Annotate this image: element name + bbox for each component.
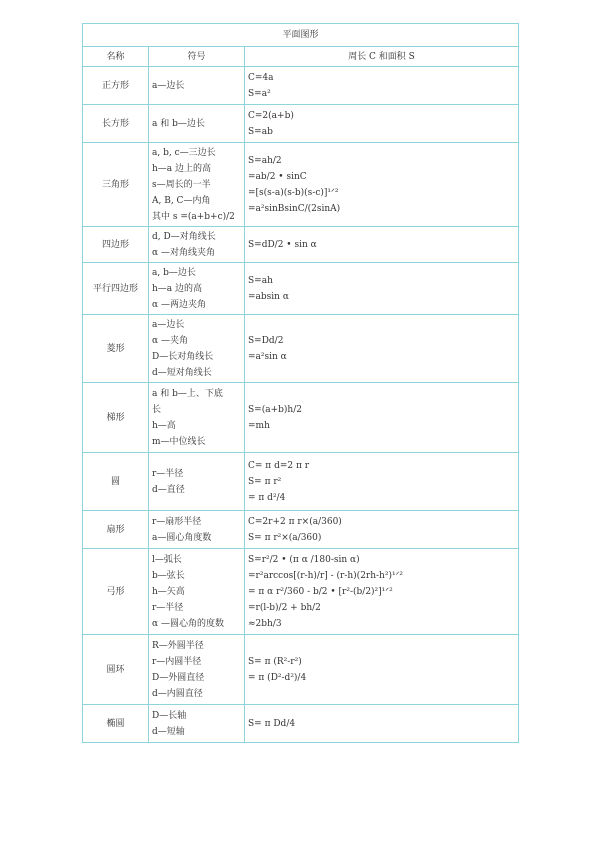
symbol-line: α —两边夹角 [152, 299, 206, 310]
formula-line: =a²sin α [248, 351, 287, 362]
formula-line: S=(a+b)h/2 [248, 404, 302, 415]
symbol-line: D—长轴 [152, 710, 187, 721]
shape-name: 圆 [83, 453, 149, 511]
symbol-cell [149, 635, 245, 705]
table-title: 平面图形 [83, 24, 519, 47]
formula-line: S= π r²×(a/360) [248, 532, 322, 543]
symbol-line: d—内圆直径 [152, 688, 203, 699]
formula-line: =r(l-b)/2 + bh/2 [248, 602, 321, 613]
symbol-line: d—短对角线长 [152, 367, 212, 378]
table-row [83, 453, 519, 511]
symbol-line: 长 [152, 404, 162, 415]
formula-line: S=ah [248, 275, 273, 286]
table-row [83, 511, 519, 549]
table-row [83, 549, 519, 635]
symbol-line: a—边长 [152, 319, 185, 330]
symbol-line: α —圆心角的度数 [152, 618, 224, 629]
formula-line: =[s(s-a)(s-b)(s-c)]¹ᐟ² [248, 187, 339, 198]
formula-line: S= π (R²-r²) [248, 656, 302, 667]
formula-line: C=4a [248, 72, 274, 83]
formula-line: S=a² [248, 88, 271, 99]
formula-line: C=2(a+b) [248, 110, 294, 121]
symbol-line: a—边长 [152, 80, 185, 91]
formula-line: S= π r² [248, 476, 282, 487]
table-body [83, 67, 519, 743]
symbol-cell [149, 511, 245, 549]
symbol-line: h—a 边上的高 [152, 163, 212, 174]
formula-cell [245, 67, 519, 105]
shape-name: 正方形 [83, 67, 149, 105]
formula-cell [245, 315, 519, 383]
table-row [83, 67, 519, 105]
symbol-line: a 和 b—边长 [152, 118, 205, 129]
symbol-cell [149, 67, 245, 105]
formula-line: =mh [248, 420, 270, 431]
table-row [83, 383, 519, 453]
symbol-line: α —夹角 [152, 335, 188, 346]
header-formula: 周长 C 和面积 S [245, 47, 519, 67]
formula-line: =a²sinBsinC/(2sinA) [248, 203, 341, 214]
shape-name: 圆环 [83, 635, 149, 705]
header-symbol: 符号 [149, 47, 245, 67]
shape-name: 三角形 [83, 143, 149, 227]
symbol-cell [149, 263, 245, 315]
symbol-line: a, b—边长 [152, 267, 196, 278]
formula-line: =r²arccos[(r-h)/r] - (r-h)(2rh-h²)¹ᐟ² [248, 570, 403, 581]
symbol-line: r—半径 [152, 602, 184, 613]
symbol-line: α —对角线夹角 [152, 247, 215, 258]
formula-line: =absin α [248, 291, 289, 302]
table-row [83, 105, 519, 143]
symbol-line: d, D—对角线长 [152, 231, 216, 242]
formula-cell [245, 227, 519, 263]
shape-name: 菱形 [83, 315, 149, 383]
formula-line: S=Dd/2 [248, 335, 284, 346]
shape-name: 弓形 [83, 549, 149, 635]
symbol-line: d—直径 [152, 484, 185, 495]
formula-line: S= π Dd/4 [248, 718, 296, 729]
shape-name: 椭圆 [83, 705, 149, 743]
symbol-line: a—圆心角度数 [152, 532, 212, 543]
symbol-line: s—周长的一半 [152, 179, 211, 190]
formula-line: S=r²/2 • (π α /180-sin α) [248, 554, 360, 565]
symbol-cell [149, 143, 245, 227]
shape-name: 四边形 [83, 227, 149, 263]
formula-line: = π α r²/360 - b/2 • [r²-(b/2)²]¹ᐟ² [248, 586, 393, 597]
symbol-line: h—高 [152, 420, 176, 431]
table-row [83, 227, 519, 263]
symbol-line: b—弦长 [152, 570, 185, 581]
symbol-line: D—外圆直径 [152, 672, 205, 683]
formula-cell [245, 143, 519, 227]
formula-table [82, 23, 519, 743]
header-name: 名称 [83, 47, 149, 67]
symbol-line: l—弧长 [152, 554, 182, 565]
formula-line: C= π d=2 π r [248, 460, 310, 471]
table-row [83, 705, 519, 743]
symbol-line: a 和 b—上、下底 [152, 388, 223, 399]
formula-cell [245, 105, 519, 143]
symbol-line: h—矢高 [152, 586, 185, 597]
symbol-line: r—半径 [152, 468, 184, 479]
formula-cell [245, 263, 519, 315]
symbol-cell [149, 383, 245, 453]
symbol-line: A, B, C—内角 [152, 195, 211, 206]
symbol-line: r—内圆半径 [152, 656, 202, 667]
formula-cell [245, 705, 519, 743]
symbol-cell [149, 227, 245, 263]
shape-name: 长方形 [83, 105, 149, 143]
symbol-line: 其中 s =(a+b+c)/2 [152, 211, 235, 222]
symbol-line: h—a 边的高 [152, 283, 203, 294]
symbol-line: R—外圆半径 [152, 640, 204, 651]
table-row [83, 143, 519, 227]
formula-line: ≈2bh/3 [248, 618, 282, 629]
shape-name: 扇形 [83, 511, 149, 549]
symbol-cell [149, 105, 245, 143]
formula-line: = π d²/4 [248, 492, 286, 503]
symbol-cell [149, 705, 245, 743]
symbol-line: d—短轴 [152, 726, 185, 737]
symbol-line: r—扇形半径 [152, 516, 202, 527]
shape-name: 梯形 [83, 383, 149, 453]
formula-line: S=dD/2 • sin α [248, 239, 317, 250]
symbol-cell [149, 549, 245, 635]
formula-cell [245, 549, 519, 635]
formula-cell [245, 453, 519, 511]
shape-name: 平行四边形 [83, 263, 149, 315]
formula-line: C=2r+2 π r×(a/360) [248, 516, 342, 527]
formula-line: = π (D²-d²)/4 [248, 672, 307, 683]
formula-cell [245, 635, 519, 705]
formula-line: S=ah/2 [248, 155, 282, 166]
formula-cell [245, 383, 519, 453]
table-row [83, 635, 519, 705]
table-row [83, 315, 519, 383]
formula-cell [245, 511, 519, 549]
table-row [83, 263, 519, 315]
formula-line: S=ab [248, 126, 273, 137]
symbol-line: m—中位线长 [152, 436, 206, 447]
symbol-cell [149, 453, 245, 511]
symbol-line: a, b, c—三边长 [152, 147, 216, 158]
symbol-line: D—长对角线长 [152, 351, 214, 362]
formula-line: =ab/2 • sinC [248, 171, 307, 182]
symbol-cell [149, 315, 245, 383]
